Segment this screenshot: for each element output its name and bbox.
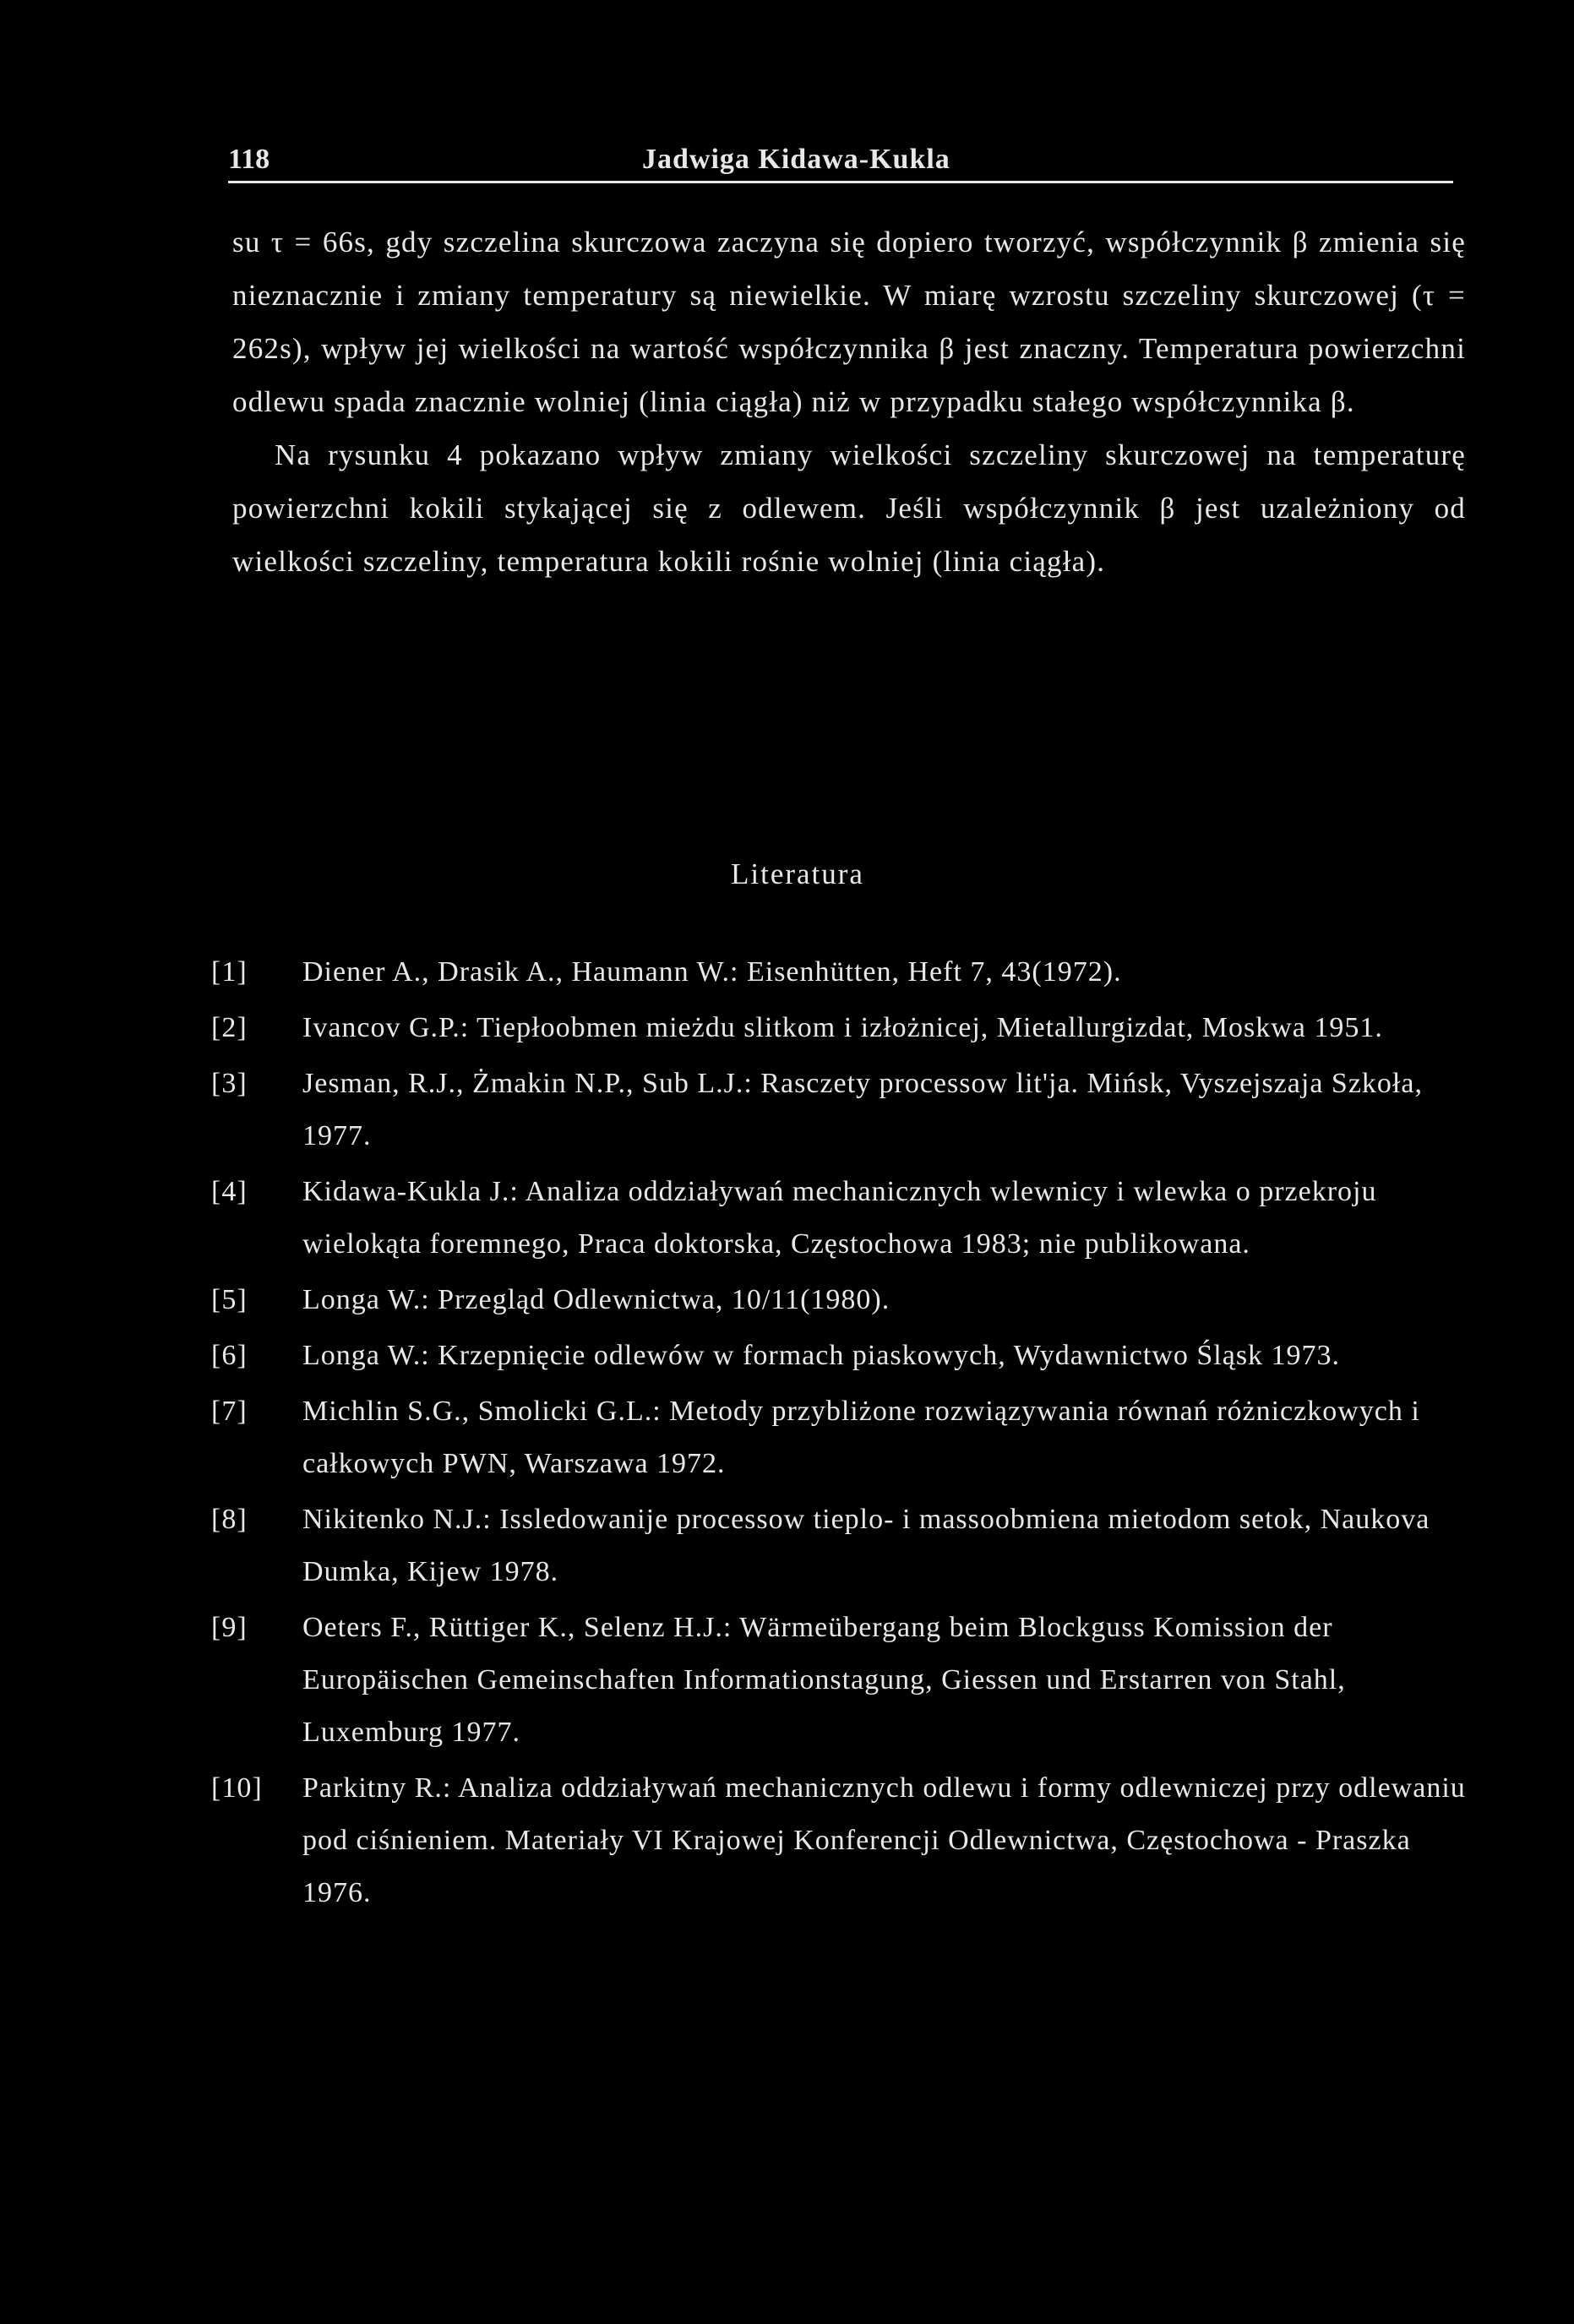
reference-number: [1] <box>211 956 248 988</box>
literature-heading: Literatura <box>731 857 864 890</box>
reference-number: [4] <box>211 1176 248 1207</box>
reference-number: [6] <box>211 1340 248 1371</box>
page-number: 118 <box>228 144 270 175</box>
reference-item <box>211 1494 1479 1598</box>
reference-number: [7] <box>211 1396 248 1427</box>
paragraph-2: Na rysunku 4 pokazano wpływ zmiany wielkości szczeliny skurczowej na temperaturę powierzchni kokili stykającej się z odlewem. Jeśli współczynnik β jest uzależniony od wielkości szczeliny, temperatura kokili rośnie wolniej (linia ciągła). <box>232 438 1466 578</box>
reference-text: Michlin S.G., Smolicki G.L.: Metody przybliżone rozwiązywania równań różniczkowych i całkowych PWN, Warszawa 1972. <box>302 1396 1420 1479</box>
reference-text: Parkitny R.: Analiza oddziaływań mechanicznych odlewu i formy odlewniczej przy odlewaniu pod ciśnieniem. Materiały VI Krajowej Konferencji Odlewnictwa, Częstochowa - Praszka 1976. <box>302 1772 1466 1908</box>
reference-text: Longa W.: Krzepnięcie odlewów w formach piaskowych, Wydawnictwo Śląsk 1973. <box>302 1340 1341 1371</box>
reference-number: [5] <box>211 1284 248 1315</box>
reference-item <box>211 1330 1479 1382</box>
reference-item <box>211 1762 1479 1919</box>
reference-text: Nikitenko N.J.: Issledowanije processow tieplo- i massoobmiena mietodom setok, Naukova Dumka, Kijew 1978. <box>302 1504 1430 1587</box>
reference-item <box>211 1058 1479 1162</box>
page-header <box>228 133 1453 183</box>
reference-text: Oeters F., Rüttiger K., Selenz H.J.: Wärmeübergang beim Blockguss Komission der Europäischen Gemeinschaften Informationstagung, Giessen und Erstarren von Stahl, Luxemburg 1977. <box>302 1612 1346 1748</box>
reference-text: Diener A., Drasik A., Haumann W.: Eisenhütten, Heft 7, 43(1972). <box>302 956 1122 988</box>
reference-item <box>211 1602 1479 1759</box>
reference-item <box>211 1274 1479 1326</box>
reference-number: [10] <box>211 1772 263 1804</box>
running-head-author: Jadwiga Kidawa-Kukla <box>642 144 950 175</box>
reference-item <box>211 1002 1479 1054</box>
reference-number: [9] <box>211 1612 248 1643</box>
reference-number: [8] <box>211 1504 248 1535</box>
reference-text: Longa W.: Przegląd Odlewnictwa, 10/11(1980). <box>302 1284 890 1315</box>
reference-item <box>211 1166 1479 1271</box>
reference-text: Kidawa-Kukla J.: Analiza oddziaływań mechanicznych wlewnicy i wlewka o przekroju wielokąta foremnego, Praca doktorska, Częstochowa 1983; nie publikowana. <box>302 1176 1377 1260</box>
reference-text: Ivancov G.P.: Tiepłoobmen mieżdu slitkom i izłożnicej, Mietallurgizdat, Moskwa 1951. <box>302 1012 1383 1043</box>
body-text <box>232 215 1466 588</box>
reference-item <box>211 946 1479 999</box>
reference-number: [2] <box>211 1012 248 1043</box>
paragraph-1: su τ = 66s, gdy szczelina skurczowa zaczyna się dopiero tworzyć, współczynnik β zmienia się nieznacznie i zmiany temperatury są niewielkie. W miarę wzrostu szczeliny skurczowej (τ = 262s), wpływ jej wielkości na wartość współczynnika β jest znaczny. Temperatura powierzchni odlewu spada znacznie wolniej (linia ciągła) niż w przypadku stałego współczynnika β. <box>232 226 1466 418</box>
reference-number: [3] <box>211 1068 248 1099</box>
reference-list <box>211 946 1479 1923</box>
reference-text: Jesman, R.J., Żmakin N.P., Sub L.J.: Rasczety processow lit'ja. Mińsk, Vyszejszaja Szkoła, 1977. <box>302 1068 1423 1151</box>
reference-item <box>211 1385 1479 1490</box>
